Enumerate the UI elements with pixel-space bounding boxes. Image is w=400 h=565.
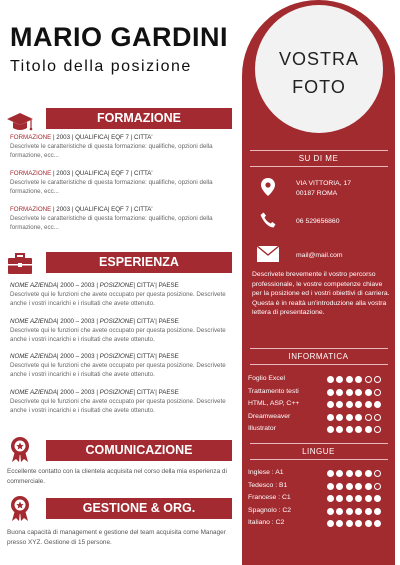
rating-dot (346, 414, 353, 421)
section-header-formazione: FORMAZIONE (46, 108, 232, 129)
skill-rating (327, 389, 381, 396)
rating-dot (336, 470, 343, 477)
location-pin-icon (261, 178, 275, 196)
rating-dot (327, 520, 334, 527)
education-entry-1 (10, 134, 232, 161)
company-name: NOME AZIENDA (10, 318, 57, 325)
rating-dot (365, 426, 372, 433)
skill-label: Italiano : C2 (248, 519, 285, 526)
rating-dot (336, 389, 343, 396)
mail-icon (257, 246, 279, 262)
section-header-esperienza: ESPERIENZA (46, 252, 232, 273)
skill-rating (327, 470, 381, 477)
position-name: POSIZIONE (99, 353, 134, 360)
rating-dot (365, 401, 372, 408)
experience-entry-4 (10, 389, 232, 416)
rating-dot (374, 495, 381, 502)
rating-dot (336, 414, 343, 421)
management-text: Buona capacità di management e gestione del team acquisita come Manager presso XYZ. Gestione di 15 persone. (7, 529, 226, 546)
rating-dot (365, 520, 372, 527)
award-ribbon-icon (6, 494, 34, 522)
skill-rating (327, 495, 381, 502)
divider (250, 166, 388, 167)
rating-dot (365, 495, 372, 502)
divider (250, 364, 388, 365)
rating-dot (327, 389, 334, 396)
position-name: POSIZIONE (99, 282, 134, 289)
rating-dot (374, 401, 381, 408)
rating-dot (374, 483, 381, 490)
experience-years: | 2000 – 2003 | (56, 318, 100, 325)
skill-rating (327, 483, 381, 490)
rating-dot (355, 483, 362, 490)
rating-dot (327, 508, 334, 515)
rating-dot (365, 376, 372, 383)
skill-rating (327, 401, 381, 408)
rating-dot (355, 376, 362, 383)
skill-rating (327, 376, 381, 383)
divider (250, 348, 388, 349)
divider (250, 150, 388, 151)
about-title: SU DI ME (298, 154, 339, 163)
education-description: Descrivete le caratteristiche di questa formazione: qualifiche, opzioni della formazione, ecc... (10, 178, 213, 195)
rating-dot (365, 389, 372, 396)
it-title: INFORMATICA (288, 352, 349, 361)
rating-dot (374, 470, 381, 477)
rating-dot (327, 414, 334, 421)
skill-label: Foglio Excel (248, 375, 286, 382)
skill-rating (327, 414, 381, 421)
rating-dot (346, 483, 353, 490)
rating-dot (355, 470, 362, 477)
rating-dot (346, 470, 353, 477)
company-name: NOME AZIENDA (10, 353, 57, 360)
rating-dot (355, 508, 362, 515)
rating-dot (355, 401, 362, 408)
languages-title: LINGUE (302, 447, 335, 456)
education-label: FORMAZIONE (10, 170, 52, 177)
graduation-cap-icon (6, 107, 34, 135)
rating-dot (327, 401, 334, 408)
award-ribbon-icon (6, 435, 34, 463)
rating-dot (374, 389, 381, 396)
rating-dot (374, 508, 381, 515)
skill-label: Trattamento testi (248, 387, 299, 395)
skill-label: Spagnolo : C2 (248, 506, 292, 514)
company-name: NOME AZIENDA (10, 282, 57, 289)
bio-text: Descrivete brevemente il vostro percorso professionale, le vostre competenze chiave per la posizione ed i vostri obiettivi di carriera. Questa è in realtà un'introduzione alla vostra lettera di presentazione. (252, 271, 390, 317)
skill-label: Dreamweaver (248, 412, 291, 420)
divider (250, 443, 388, 444)
education-label: FORMAZIONE (10, 206, 52, 213)
rating-dot (374, 520, 381, 527)
briefcase-icon (6, 250, 34, 278)
experience-place: | CITTA'| PAESE (133, 353, 179, 360)
experience-description: Descrivete qui le funzioni che avete occupato per questa posizione. Descrivete anche i vostri incarichi e i risultati che avete ottenuto. (10, 290, 226, 307)
rating-dot (355, 520, 362, 527)
photo-text-line2: FOTO (292, 77, 346, 97)
experience-years: | 2000 – 2003 | (56, 353, 100, 360)
education-entry-3 (10, 206, 232, 233)
rating-dot (355, 389, 362, 396)
rating-dot (355, 414, 362, 421)
rating-dot (336, 495, 343, 502)
skill-label: Tedesco : B1 (248, 481, 288, 489)
experience-description: Descrivete qui le funzioni che avete occupato per questa posizione. Descrivete anche i vostri incarichi e i risultati che avete ottenuto. (10, 397, 226, 414)
education-description: Descrivete le caratteristiche di questa formazione: qualifiche, opzioni della formazione, ecc... (10, 214, 213, 231)
rating-dot (336, 520, 343, 527)
experience-description: Descrivete qui le funzioni che avete occupato per questa posizione. Descrivete anche i vostri incarichi e i risultati che avete ottenuto. (10, 361, 226, 378)
rating-dot (346, 426, 353, 433)
experience-years: | 2000 – 2003 | (56, 282, 100, 289)
rating-dot (327, 376, 334, 383)
position-name: POSIZIONE (99, 389, 134, 396)
address-line2: 00187 ROMA (296, 190, 338, 197)
photo-placeholder (255, 5, 383, 133)
position-name: POSIZIONE (99, 318, 134, 325)
education-details: | 2003 | QUALIFICA| EQF 7 | CITTA' (51, 206, 153, 213)
rating-dot (374, 376, 381, 383)
skill-rating (327, 508, 381, 515)
education-entry-2 (10, 170, 232, 197)
experience-place: | CITTA'| PAESE (133, 282, 179, 289)
skill-label: HTML, ASP, C++ (248, 400, 300, 407)
rating-dot (327, 483, 334, 490)
section-header-gestione: GESTIONE & ORG. (46, 498, 232, 519)
rating-dot (374, 414, 381, 421)
rating-dot (365, 414, 372, 421)
education-details: | 2003 | QUALIFICA| EQF 7 | CITTA' (51, 134, 153, 141)
experience-entry-2 (10, 318, 232, 345)
phone-number: 06 529656860 (296, 218, 340, 225)
rating-dot (374, 426, 381, 433)
rating-dot (365, 483, 372, 490)
rating-dot (327, 495, 334, 502)
education-details: | 2003 | QUALIFICA| EQF 7 | CITTA' (51, 170, 153, 177)
photo-text-line1: VOSTRA (278, 49, 359, 69)
rating-dot (365, 470, 372, 477)
job-title: Titolo della posizione (10, 58, 192, 75)
section-header-comunicazione: COMUNICAZIONE (46, 440, 232, 461)
skill-label: Inglese : A1 (248, 469, 284, 476)
rating-dot (346, 376, 353, 383)
rating-dot (346, 520, 353, 527)
experience-place: | CITTA'| PAESE (133, 318, 179, 325)
experience-entry-1 (10, 282, 232, 309)
rating-dot (346, 389, 353, 396)
skill-rating (327, 426, 381, 433)
experience-entry-3 (10, 353, 232, 380)
rating-dot (355, 426, 362, 433)
phone-icon (260, 212, 276, 228)
rating-dot (327, 470, 334, 477)
email-address: mail@mail.com (296, 252, 343, 259)
education-description: Descrivete le caratteristiche di questa formazione: qualifiche, opzioni della formazione, ecc... (10, 142, 213, 159)
company-name: NOME AZIENDA (10, 389, 57, 396)
rating-dot (336, 376, 343, 383)
skill-rating (327, 520, 381, 527)
communication-text: Eccellente contatto con la clientela acquisita nel corso della mia esperienza di commerciale. (7, 468, 227, 485)
experience-description: Descrivete qui le funzioni che avete occupato per questa posizione. Descrivete anche i vostri incarichi e i risultati che avete ottenuto. (10, 326, 226, 343)
rating-dot (336, 483, 343, 490)
rating-dot (336, 426, 343, 433)
rating-dot (346, 401, 353, 408)
candidate-name: MARIO GARDINI (10, 22, 228, 52)
experience-years: | 2000 – 2003 | (56, 389, 100, 396)
education-label: FORMAZIONE (10, 134, 52, 141)
divider (250, 459, 388, 460)
rating-dot (336, 508, 343, 515)
address-line1: VIA VITTORIA, 17 (296, 180, 352, 187)
rating-dot (327, 426, 334, 433)
skill-label: Francese : C1 (248, 494, 291, 501)
rating-dot (346, 495, 353, 502)
rating-dot (346, 508, 353, 515)
skill-label: Illustrator (248, 425, 276, 432)
rating-dot (355, 495, 362, 502)
rating-dot (365, 508, 372, 515)
experience-place: | CITTA'| PAESE (133, 389, 179, 396)
rating-dot (336, 401, 343, 408)
